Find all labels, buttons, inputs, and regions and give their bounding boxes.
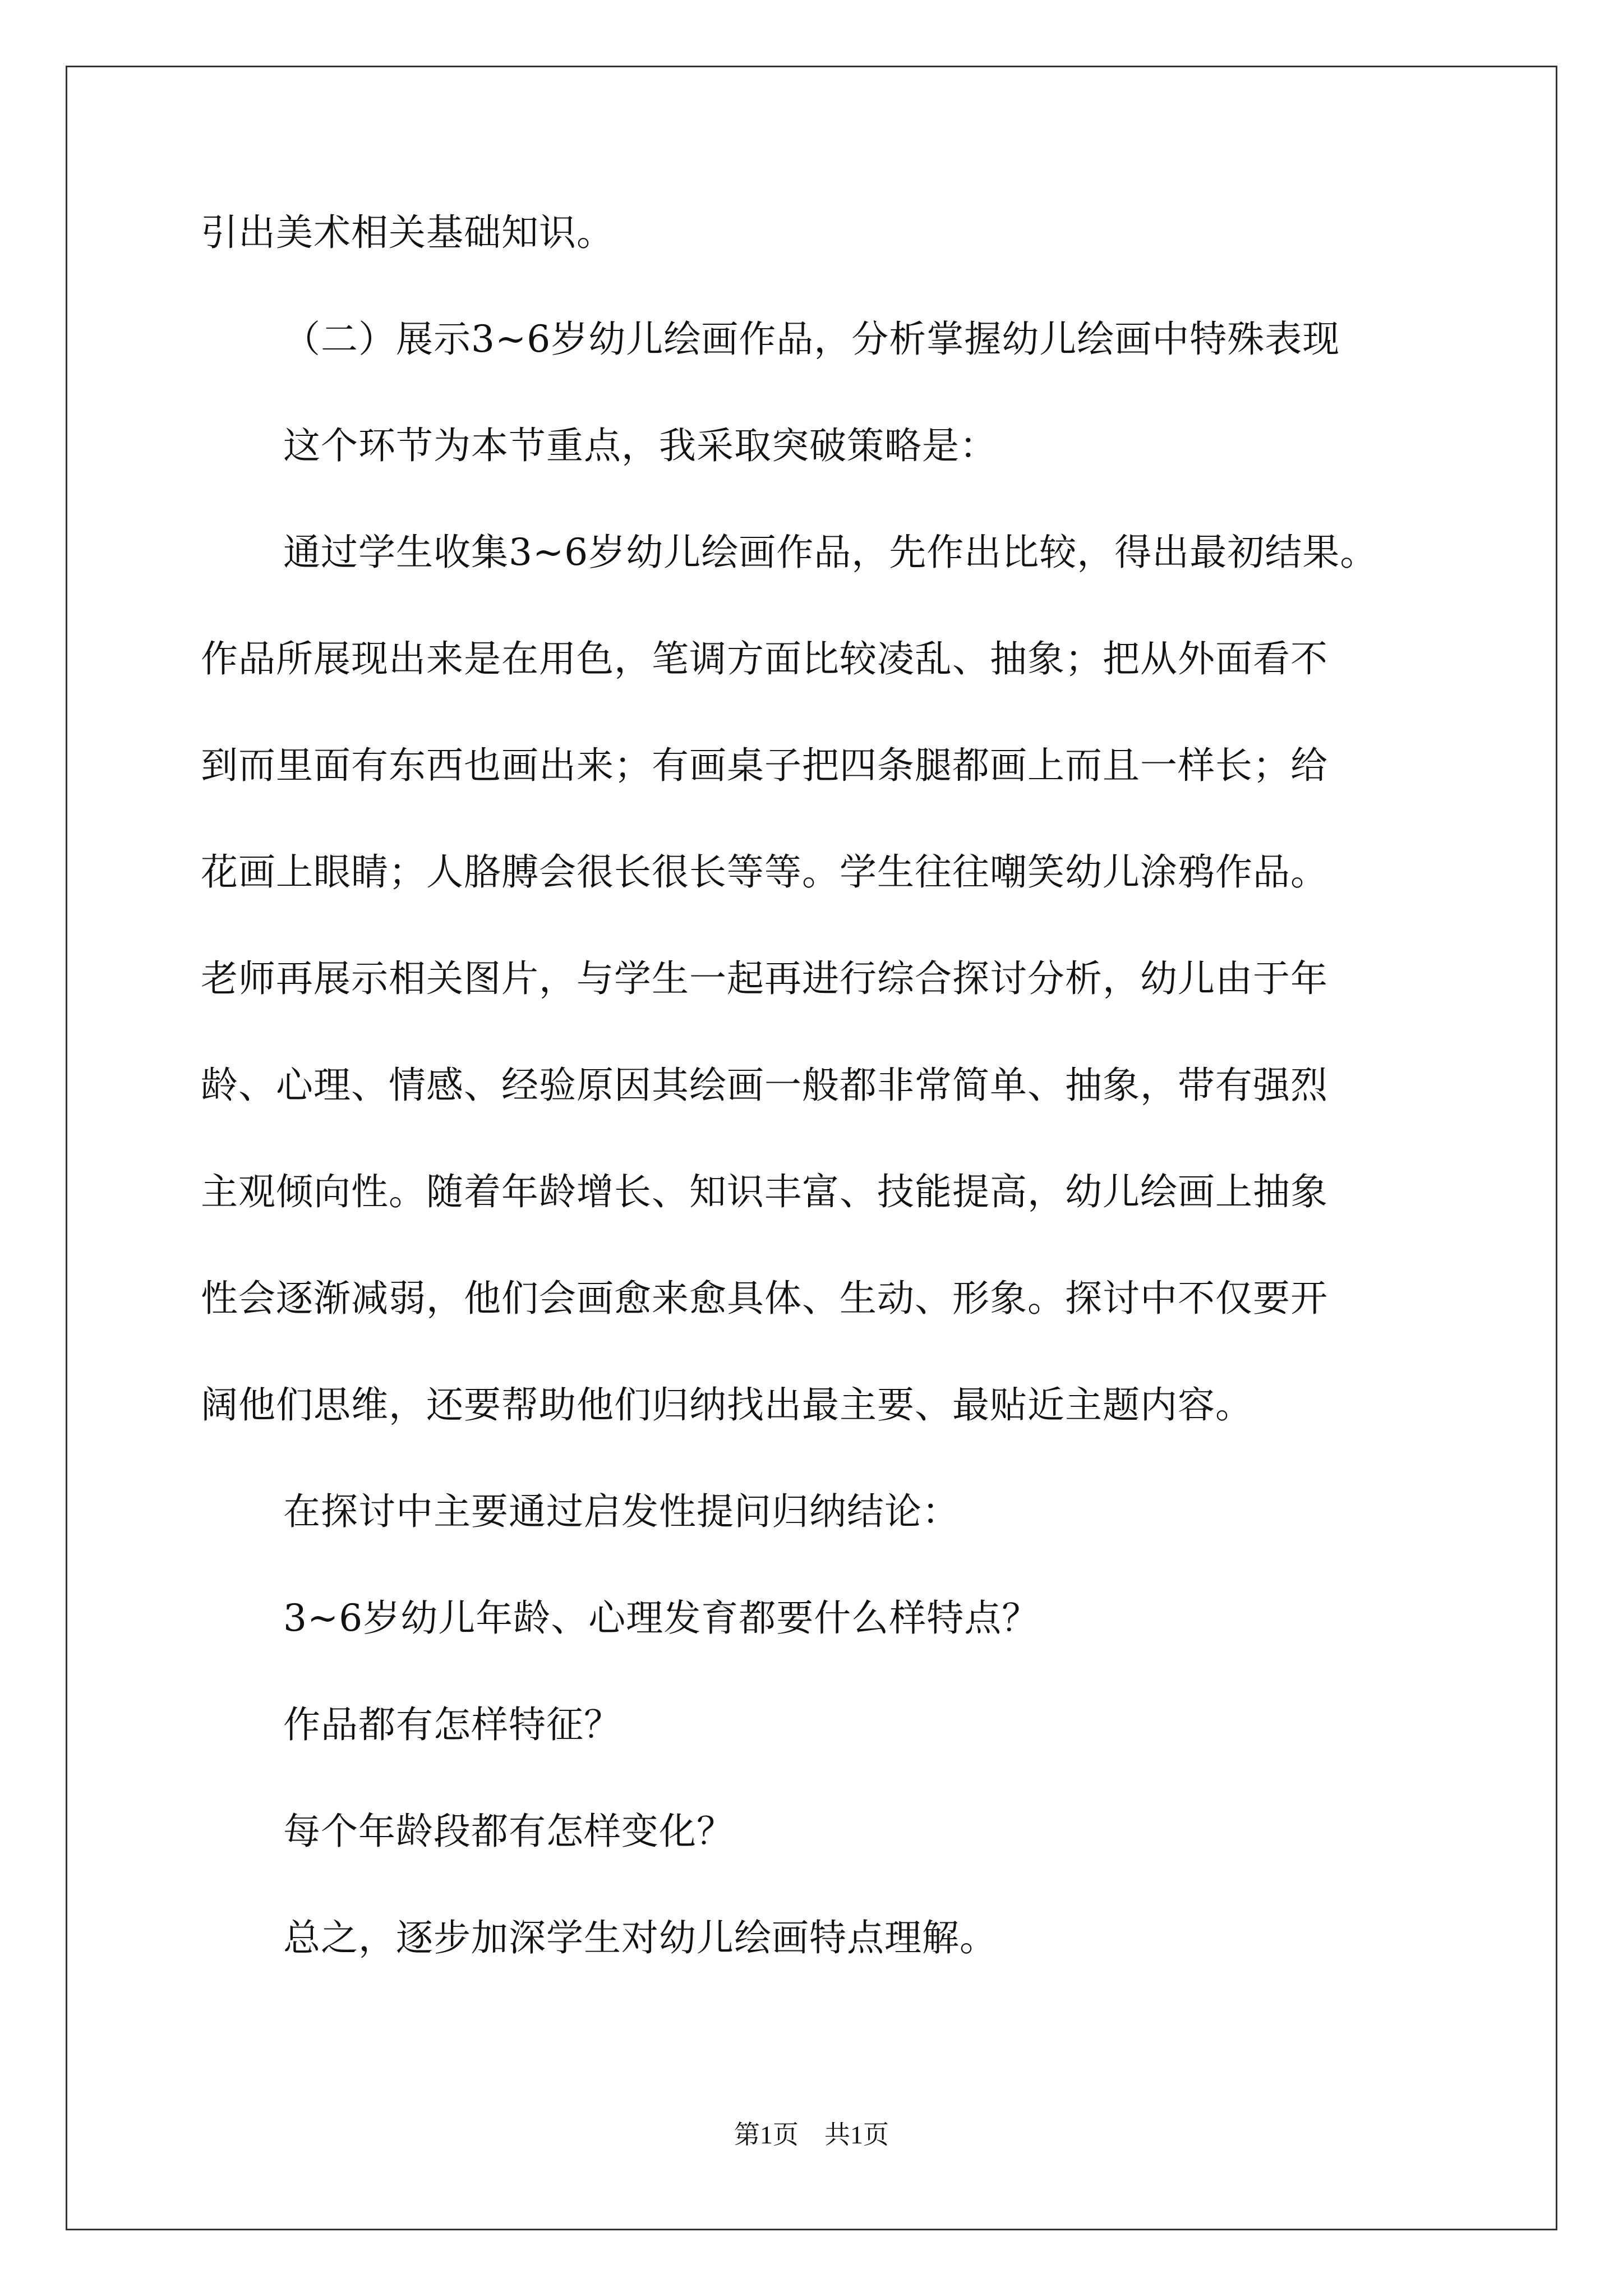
text-line-9: 龄、心理、情感、经验原因其绘画一般都非常简单、抽象，带有强烈	[201, 1064, 1328, 1107]
page-footer: 第1页 共1页	[734, 2120, 889, 2149]
text-line-4: 通过学生收集3~6岁幼儿绘画作品，先作出比较，得出最初结果。	[283, 531, 1378, 574]
text-line-1: 引出美术相关基础知识。	[201, 211, 614, 254]
conclusion-line: 总之，逐步加深学生对幼儿绘画特点理解。	[283, 1916, 997, 1959]
section-heading: （二）展示3~6岁幼儿绘画作品，分析掌握幼儿绘画中特殊表现	[283, 318, 1340, 361]
text-line-5: 作品所展现出来是在用色，笔调方面比较凌乱、抽象；把从外面看不	[201, 637, 1328, 680]
question-2: 作品都有怎样特征？	[283, 1703, 621, 1746]
question-3: 每个年龄段都有怎样变化？	[283, 1810, 734, 1853]
question-1: 3~6岁幼儿年龄、心理发育都要什么样特点？	[283, 1596, 1040, 1640]
text-line-11: 性会逐渐减弱，他们会画愈来愈具体、生动、形象。探讨中不仅要开	[201, 1277, 1328, 1320]
text-line-6: 到而里面有东西也画出来；有画桌子把四条腿都画上而且一样长；给	[201, 744, 1328, 787]
text-line-13: 在探讨中主要通过启发性提问归纳结论：	[283, 1490, 960, 1533]
text-line-12: 阔他们思维，还要帮助他们归纳找出最主要、最贴近主题内容。	[201, 1383, 1253, 1427]
text-line-10: 主观倾向性。随着年龄增长、知识丰富、技能提高，幼儿绘画上抽象	[201, 1170, 1328, 1213]
text-line-7: 花画上眼睛；人胳膊会很长很长等等。学生往往嘲笑幼儿涂鸦作品。	[201, 850, 1328, 894]
page-border	[66, 66, 1557, 2230]
text-line-3: 这个环节为本节重点，我采取突破策略是：	[283, 424, 997, 467]
text-line-8: 老师再展示相关图片，与学生一起再进行综合探讨分析，幼儿由于年	[201, 957, 1328, 1000]
